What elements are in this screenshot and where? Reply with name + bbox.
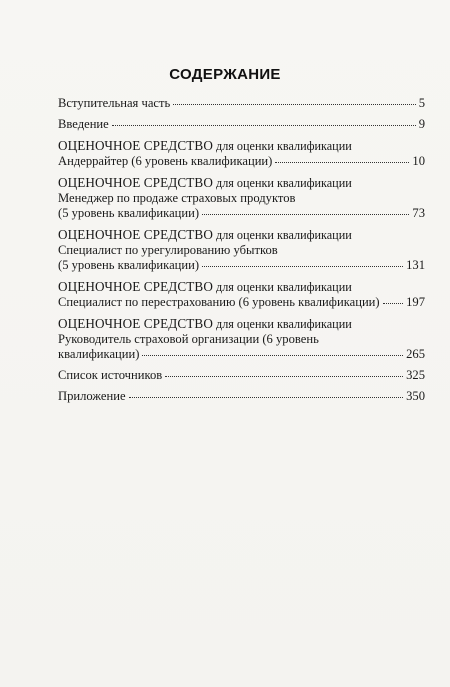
toc-entry-text: Руководитель страховой организации (6 уровень	[58, 332, 319, 346]
dot-leader	[202, 265, 403, 267]
toc-page-number: 9	[418, 117, 425, 131]
toc-entry-text: Приложение	[58, 389, 126, 403]
dot-leader	[275, 161, 409, 163]
toc-page-number: 10	[412, 154, 425, 168]
toc-entry-text: Вступительная часть	[58, 96, 171, 110]
toc-page-number: 73	[412, 206, 425, 220]
dot-leader	[165, 375, 403, 377]
toc-entry-heading-caps: ОЦЕНОЧНОЕ СРЕДСТВО	[58, 279, 213, 294]
toc-entry-text: Андеррайтер (6 уровень квалификации)	[58, 154, 273, 168]
toc-entry-underwriter	[58, 138, 425, 169]
toc-entry-intro-part	[58, 96, 425, 111]
toc-entry-heading-rest: для оценки квалификации	[212, 228, 352, 242]
toc-page-number: 197	[406, 295, 425, 309]
toc-entry-reinsurance-specialist	[58, 279, 425, 310]
dot-leader	[383, 302, 403, 304]
toc-page-number: 265	[406, 347, 425, 361]
toc-entry-heading-caps: ОЦЕНОЧНОЕ СРЕДСТВО	[58, 138, 213, 153]
dot-leader	[142, 354, 403, 356]
toc-page-number: 350	[406, 389, 425, 403]
dot-leader	[112, 124, 416, 126]
toc-entry-heading-caps: ОЦЕНОЧНОЕ СРЕДСТВО	[58, 227, 213, 242]
dot-leader	[202, 213, 409, 215]
toc-entry-text: (5 уровень квалификации)	[58, 206, 200, 220]
toc-entry-sources	[58, 368, 425, 383]
toc-entry-heading-caps: ОЦЕНОЧНОЕ СРЕДСТВО	[58, 175, 213, 190]
toc-entry-text: Менеджер по продаже страховых продуктов	[58, 191, 296, 205]
toc-entry-text: Специалист по перестрахованию (6 уровень квалификации)	[58, 295, 380, 309]
table-of-contents	[58, 96, 425, 410]
toc-entry-heading-rest: для оценки квалификации	[212, 280, 352, 294]
toc-entry-text: (5 уровень квалификации)	[58, 258, 200, 272]
toc-entry-appendix	[58, 389, 425, 404]
toc-entry-text: Список источников	[58, 368, 163, 382]
toc-entry-claims-specialist	[58, 227, 425, 273]
toc-entry-introduction	[58, 117, 425, 132]
toc-entry-heading-rest: для оценки квалификации	[212, 317, 352, 331]
toc-entry-text: Специалист по урегулированию убытков	[58, 243, 278, 257]
page-title: СОДЕРЖАНИЕ	[169, 66, 281, 83]
dot-leader	[173, 103, 415, 105]
toc-entry-heading-rest: для оценки квалификации	[212, 139, 352, 153]
toc-page-number: 325	[406, 368, 425, 382]
toc-entry-text: Введение	[58, 117, 109, 131]
toc-entry-sales-manager	[58, 175, 425, 221]
toc-entry-insurance-head	[58, 316, 425, 362]
dot-leader	[129, 396, 404, 398]
toc-entry-heading-rest: для оценки квалификации	[212, 176, 352, 190]
toc-page-number: 5	[418, 96, 425, 110]
toc-entry-heading-caps: ОЦЕНОЧНОЕ СРЕДСТВО	[58, 316, 213, 331]
toc-entry-text: квалификации)	[58, 347, 140, 361]
toc-page-number: 131	[406, 258, 425, 272]
